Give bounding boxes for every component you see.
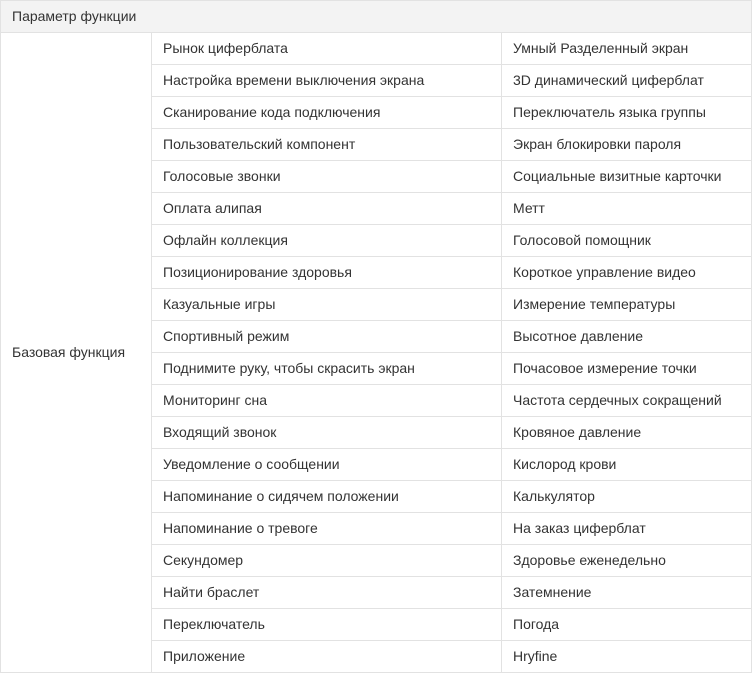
feature-cell-left: Рынок циферблата <box>152 33 502 65</box>
feature-cell-right: Метт <box>502 193 752 225</box>
feature-cell-left: Позиционирование здоровья <box>152 257 502 289</box>
feature-cell-right: Социальные визитные карточки <box>502 161 752 193</box>
feature-cell-right: Голосовой помощник <box>502 225 752 257</box>
feature-cell-right: Измерение температуры <box>502 289 752 321</box>
feature-cell-left: Напоминание о сидячем положении <box>152 481 502 513</box>
feature-cell-left: Напоминание о тревоге <box>152 513 502 545</box>
feature-cell-right: Калькулятор <box>502 481 752 513</box>
feature-cell-left: Офлайн коллекция <box>152 225 502 257</box>
feature-cell-right: Короткое управление видео <box>502 257 752 289</box>
feature-cell-right: Погода <box>502 609 752 641</box>
feature-cell-left: Секундомер <box>152 545 502 577</box>
feature-cell-right: Затемнение <box>502 577 752 609</box>
feature-cell-right: Высотное давление <box>502 321 752 353</box>
table-header-cell: Параметр функции <box>1 1 752 33</box>
feature-cell-left: Уведомление о сообщении <box>152 449 502 481</box>
feature-cell-left: Казуальные игры <box>152 289 502 321</box>
feature-cell-left: Найти браслет <box>152 577 502 609</box>
feature-cell-left: Переключатель <box>152 609 502 641</box>
feature-cell-right: Кислород крови <box>502 449 752 481</box>
feature-cell-left: Мониторинг сна <box>152 385 502 417</box>
feature-cell-right: Переключатель языка группы <box>502 97 752 129</box>
feature-cell-left: Пользовательский компонент <box>152 129 502 161</box>
feature-cell-right: Здоровье еженедельно <box>502 545 752 577</box>
spec-table-body <box>1 1 752 673</box>
feature-cell-right: На заказ циферблат <box>502 513 752 545</box>
feature-cell-left: Поднимите руку, чтобы скрасить экран <box>152 353 502 385</box>
feature-cell-left: Сканирование кода подключения <box>152 97 502 129</box>
feature-cell-right: Hryfine <box>502 641 752 673</box>
feature-cell-left: Оплата алипая <box>152 193 502 225</box>
feature-cell-right: 3D динамический циферблат <box>502 65 752 97</box>
feature-cell-left: Входящий звонок <box>152 417 502 449</box>
group-label-cell: Базовая функция <box>1 33 152 673</box>
feature-cell-right: Экран блокировки пароля <box>502 129 752 161</box>
feature-cell-left: Голосовые звонки <box>152 161 502 193</box>
feature-cell-right: Кровяное давление <box>502 417 752 449</box>
table-header-row <box>1 1 752 33</box>
table-row <box>1 33 752 65</box>
feature-cell-right: Частота сердечных сокращений <box>502 385 752 417</box>
feature-cell-left: Приложение <box>152 641 502 673</box>
feature-cell-right: Почасовое измерение точки <box>502 353 752 385</box>
feature-cell-left: Спортивный режим <box>152 321 502 353</box>
feature-cell-left: Настройка времени выключения экрана <box>152 65 502 97</box>
feature-cell-right: Умный Разделенный экран <box>502 33 752 65</box>
